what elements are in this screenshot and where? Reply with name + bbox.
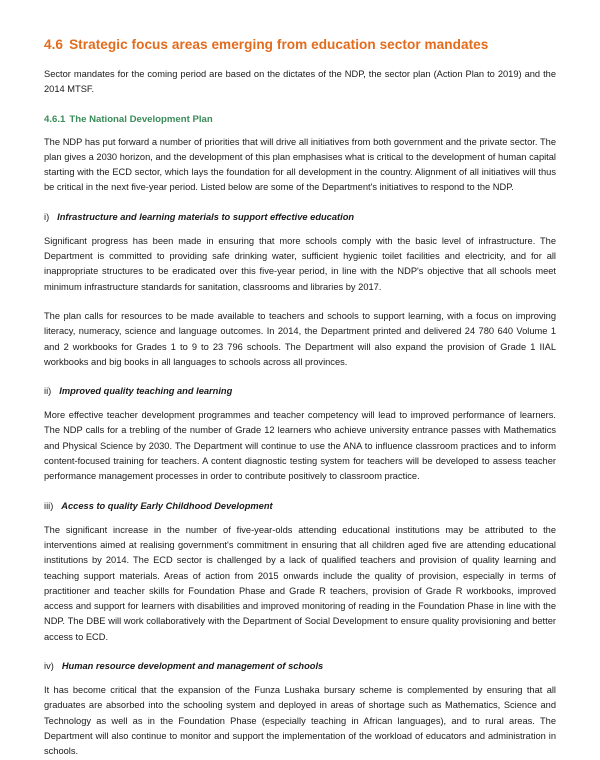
item-heading-ecd — [44, 499, 556, 514]
subsection-heading — [44, 112, 556, 127]
section-number: 4.6 — [44, 37, 64, 52]
section-title: Strategic focus areas emerging from education sector mandates — [69, 37, 489, 52]
paragraph-ecd-1: The significant increase in the number of five-year-olds attending educational institutions may be attributed to the interventions aimed at realising government's commitment in ensuring that all children aged five are attending educational institutions by 2014. The ECD sector is challenged by a lack of qualified teachers and provision of quality learning and teaching support materials. Areas of action from 2015 onwards include the quality of provision, especially in terms of practitioner and teacher skills for Foundation Phase and Grade R teachers, provision of Grade R workbooks, improved access and support for learners with disabilities and improved monitoring of reading in the Foundation Phase in line with the NDP. The DBE will work collaboratively with the Department of Social Development to ensure quality provisioning and better access to ECD. — [44, 524, 556, 642]
item-title: Improved quality teaching and learning — [59, 386, 233, 397]
item-heading-teaching — [44, 384, 556, 399]
paragraph-infrastructure-2: The plan calls for resources to be made available to teachers and schools to support learning, with a focus on improving literacy, numeracy, science and language outcomes. In 2014, the Department printed and delivered 24 780 640 Volume 1 and 2 workbooks for Grades 1 to 9 to 23 796 schools. The Department will also expand the provision of Grade 1 IIAL workbooks and big books in all languages to schools across all provinces. — [44, 310, 556, 367]
paragraph-teaching-1: More effective teacher development programmes and teacher competency will lead to improved performance of learners. The NDP calls for a trebling of the number of Grade 12 learners who achieve university entrance passes with Mathematics and Physical Science by 2030. The Department will continue to use the ANA to influence classroom practices and to inform content-focused training for teachers. A content diagnostic testing system for teachers will be developed to assess teacher performance management processes in order to contribute positively to classroom practice. — [44, 410, 556, 482]
item-numeral: ii) — [44, 386, 52, 397]
paragraph-human-resources-1: It has become critical that the expansion of the Funza Lushaka bursary scheme is complemented by ensuring that all graduates are absorbed into the schooling system and deployed in areas of shortage such as Mathematics, Science and Technology as well as in the Foundation Phase (especially teaching in African languages), and to rural areas. The Department will also continue to monitor and support the implementation of the workload of educators and administration in schools. — [44, 685, 556, 757]
section-heading — [44, 36, 556, 54]
item-title: Infrastructure and learning materials to support effective education — [57, 211, 355, 222]
section-intro: Sector mandates for the coming period are based on the dictates of the NDP, the sector plan (Action Plan to 2019) and the 2014 MTSF. — [44, 69, 556, 95]
item-numeral: iii) — [44, 500, 54, 511]
item-title: Access to quality Early Childhood Development — [61, 500, 273, 511]
subsection-title: The National Development Plan — [69, 113, 213, 125]
item-numeral: iv) — [44, 661, 54, 672]
ndp-paragraph: The NDP has put forward a number of priorities that will drive all initiatives from both government and the private sector. The plan gives a 2030 horizon, and the development of this plan emphasises what is critical to the development of human capital starting with the ECD sector, which lays the foundation for all development in the country. Alignment of all initiatives will thus be critical in the next five-year period. Listed below are some of the Department's initiatives to respond to the NDP. — [44, 136, 556, 193]
paragraph-infrastructure-1: Significant progress has been made in ensuring that more schools comply with the basic level of infrastructure. The Department is committed to providing safe drinking water, sufficient hygienic toilet facilities and electricity, and for all inappropriate structures to be eradicated over this five-year period, in line with the NDP's objective that all schools meet minimum infrastructure standards for sanitation, classrooms and libraries by 2017. — [44, 235, 556, 292]
item-title: Human resource development and management of schools — [61, 661, 324, 672]
item-numeral: i) — [44, 211, 50, 222]
page-content — [44, 36, 556, 760]
subsection-number: 4.6.1 — [44, 113, 66, 125]
item-heading-human-resources — [44, 659, 556, 674]
item-heading-infrastructure — [44, 210, 556, 225]
